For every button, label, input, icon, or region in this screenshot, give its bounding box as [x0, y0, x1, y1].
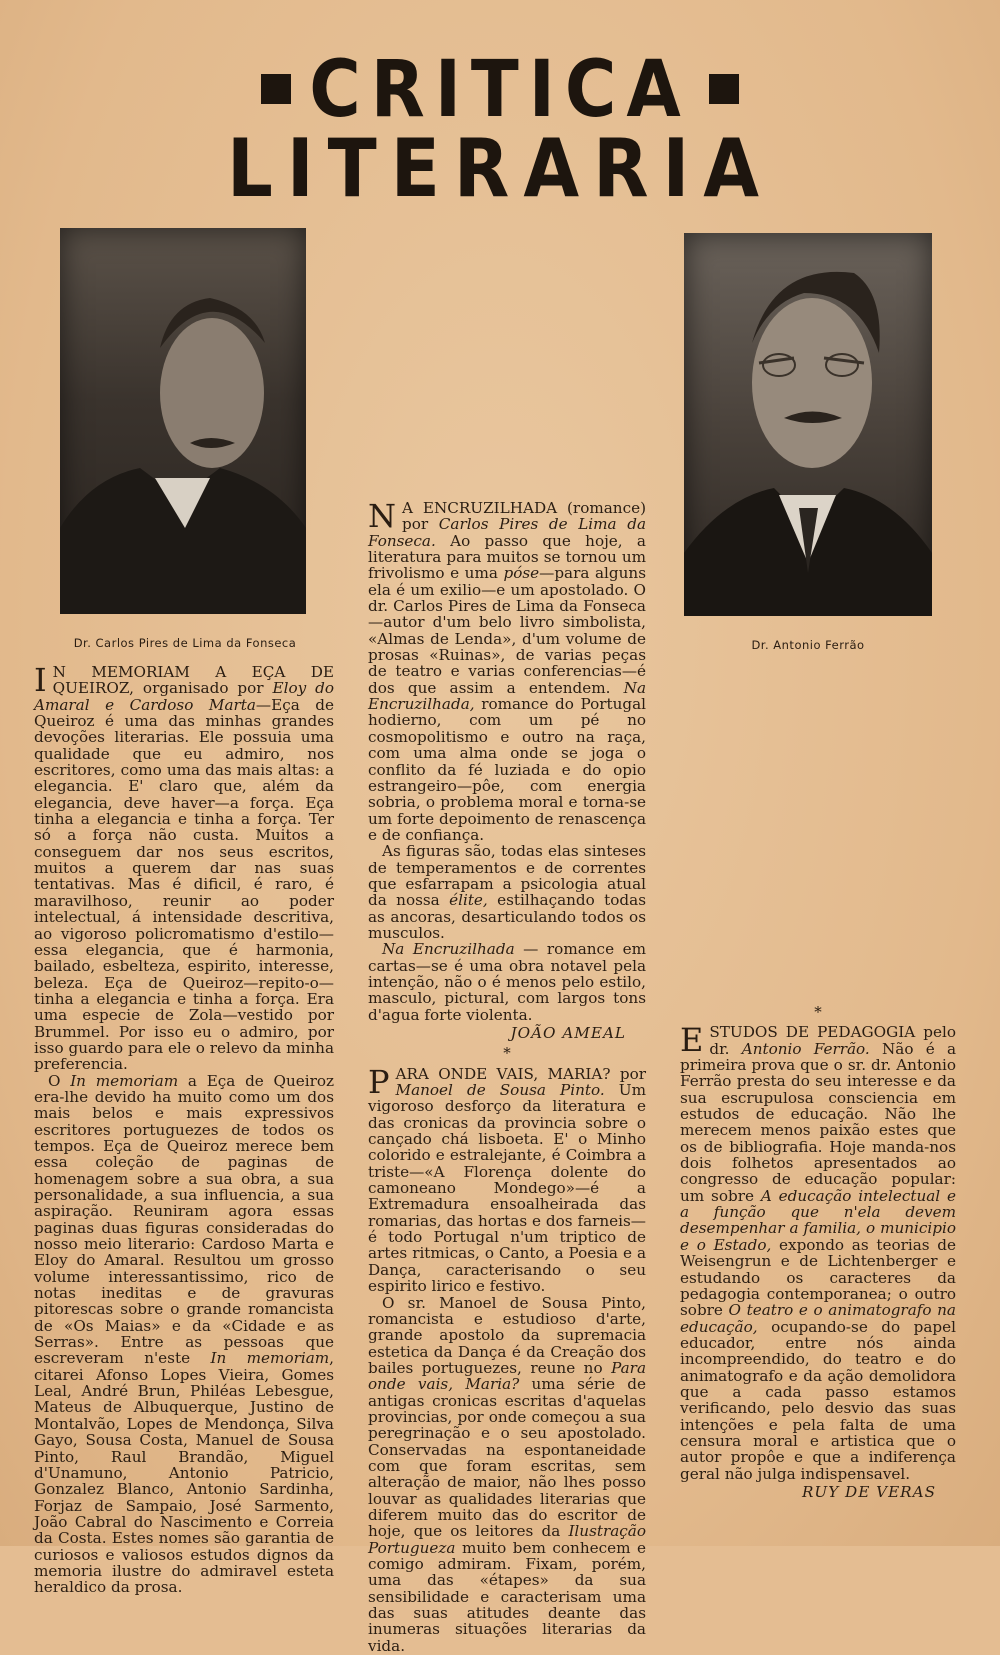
- article-heading: N MEMORIAM A EÇA DE QUEIROZ, organisado por: [52, 663, 334, 698]
- article-text: a Eça de Queiroz era-lhe devido ha muito como um dos mais belos e mais expressivos escritores portuguezes de todos os tempos. Eça de Queiroz merece bem essa coleção de paginas de homenagem sobre a sua obra, a sua personalidade, a sua influencia, a sua aspiração. Reuniram agora essas paginas duas figuras consideradas do nosso meio literario: Cardoso Marta e Eloy do Amaral. Resultou um grosso volume interessantissimo, rico de notas ineditas e de gravuras pitorescas sobre o grande romancista de «Os Maias» e da «Cidade e as Serras». Entre as pessoas que escreveram n'este: [34, 1071, 334, 1368]
- article-4-paragraph-1: [680, 1021, 957, 1483]
- article-text: —Eça de Queiroz é uma das minhas grandes devoções literarias. Ele possuia uma qualidade que eu admiro, nos escritores, como uma das mais altas: a elegancia. E' claro que, além da elegancia, deve haver—a força. Eça tinha a elegancia e tinha a força. Ter só a força não custa. Muitos a conseguem dar nos seus escritos, muitos a querem dar nas suas tentativas. Mas é dificil, é raro, é maravilhoso, reunir ao poder intelectual, á intensidade descritiva, ao vigoroso policromatismo d'estilo—essa elegancia, que é harmonia, bailado, esbelteza, espirito, interesse, beleza. Eça de Queiroz—repito-o—tinha a elegancia e tinha a força. Era uma especie de Zola—vestido por Brummel. Por isso eu o admiro, por isso guardo para ele o relevo da minha preferencia.: [34, 695, 334, 1074]
- portrait-silhouette-icon: [60, 228, 306, 614]
- article-text: O sr. Manoel de Sousa Pinto, romancista e estudioso d'arte, grande apostolo da supremacia estetica da Dança é da Creação dos bailes portuguezes, reune no: [368, 1293, 646, 1377]
- article-text: Não é a primeira prova que o sr. dr. Antonio Ferrão presta do seu interesse e da sua escrupulosa consciencia em estudos de educação. Não lhe merecem menos paixão estes que os de bibliografia. Hoje manda-nos dois folhetos apresentados ao congresso de educação popular: um sobre: [680, 1039, 957, 1205]
- signature: JOÃO AMEAL: [510, 1024, 626, 1042]
- book-title: O teatro e o animatografo na educação,: [680, 1301, 956, 1336]
- article-text: — romance em cartas—se é uma obra notavel pela intenção, não o é menos pelo estilo, masculo, pictural, com largos tons d'agua forte violenta.: [368, 940, 646, 1024]
- column-right: [680, 1000, 956, 1500]
- dropcap: N: [368, 497, 396, 535]
- article-text: élite,: [449, 891, 488, 910]
- article-text: estilhaçando todas as ancoras, desarticulando todos os musculos.: [368, 891, 646, 942]
- article-text: O: [48, 1071, 71, 1090]
- caption-right: Dr. Antonio Ferrão: [751, 638, 865, 652]
- book-title: Na Encruzilhada,: [368, 678, 646, 714]
- portrait-silhouette-icon: [684, 233, 932, 616]
- article-author: Antonio Ferrão.: [741, 1039, 870, 1058]
- square-ornament-icon: [261, 74, 291, 104]
- magazine-title: Ilustração Portugueza: [368, 1522, 646, 1557]
- book-title: A educação intelectual e a função que n'ela devem desempenhar a familia, o municipio e o Estado,: [680, 1186, 957, 1254]
- caption-left: Dr. Carlos Pires de Lima da Fonseca: [73, 636, 297, 650]
- article-text: expondo as teorias de Weisengrun e de Lichtenberger e estudando os caracteres da pedagogia contemporanea; o outro sobre: [680, 1235, 956, 1320]
- article-2-paragraph-3: [368, 941, 646, 1023]
- signature: RUY DE VERAS: [801, 1482, 936, 1501]
- portrait-photo-left: [60, 228, 306, 614]
- dropcap: E: [680, 1021, 704, 1060]
- book-title: In memoriam: [210, 1349, 330, 1368]
- article-2-paragraph-1: [368, 497, 646, 844]
- article-authors: Eloy do Amaral e Cardoso Marta: [34, 679, 334, 714]
- article-text: uma série de antigas cronicas escritas d'aquelas provincias, por onde começou a sua peregrinação e o seu apostolado. Conservadas na espontaneidade com que foram escritas, sem alteração de maior, não lhes posso louvar as qualidades literarias que diferem muito das do escritor de hoje, que os leitores da: [368, 1375, 646, 1541]
- masthead-line-1: [0, 45, 1000, 135]
- article-text: , citarei Afonso Lopes Vieira, Gomes Leal, André Brun, Philéas Lebesgue, Mateus de Albuquerque, Justino de Montalvão, Lopes de Mendonça, Silva Gayo, Sousa Costa, Manuel de Sousa Pinto, Raul Brandão, Miguel d'Unamuno, Antonio Patricio, Gonzalez Blanco, Antonio Sardinha, Forjaz de Sampaio, José Sarmento, João Cabral do Nascimento e Correia da Costa. Estes nomes são garantia de curiosos e valiosos estudos dignos da memoria ilustre do admiravel esteta heraldico da prosa.: [34, 1349, 334, 1597]
- separator-star-icon: *: [814, 1003, 822, 1021]
- column-left: [34, 661, 334, 1597]
- separator-star-icon: *: [503, 1044, 511, 1063]
- dropcap: I: [34, 661, 47, 699]
- article-heading: ARA ONDE VAIS, MARIA? por: [395, 1064, 646, 1083]
- article-author: Carlos Pires de Lima da Fonseca.: [368, 515, 646, 550]
- book-title: Para onde vais, Maria?: [368, 1358, 646, 1394]
- article-author: Manoel de Sousa Pinto.: [395, 1081, 605, 1100]
- square-ornament-icon: [709, 74, 739, 104]
- portrait-photo-right: [684, 233, 932, 616]
- article-text: póse: [503, 564, 540, 583]
- article-2-paragraph-2: [368, 843, 646, 941]
- article-3-paragraph-2: [368, 1295, 646, 1655]
- article-1-paragraph-1: [34, 661, 334, 1074]
- article-text: As figuras são, todas elas sinteses de temperamentos e de correntes que esfarrapam a psicologia atual da nossa: [368, 842, 646, 910]
- article-text: romance do Portugal hodierno, com um pé no cosmopolitismo e outro na raça, com uma alma onde se joga o conflito da fé luziada e do opio estrangeiro—pôe, com energia sobria, o problema moral e torna-se um forte depoimento de renascença e de confiança.: [368, 695, 646, 844]
- article-text: ocupando-se do papel educador, entre nós ainda incompreendido, do teatro e do animatografo e da ação demolidora que a cada passo estamos verificando, pelo desvio das suas intenções e pela falta de uma censura moral e artistica que o autor propôe e que a indiferença geral não julga indispensavel.: [680, 1317, 956, 1483]
- article-text: —para alguns ela é um exilio—e um apostolado. O dr. Carlos Pires de Lima da Fonseca—autor d'um belo livro simbolista, «Almas de Lenda», d'um volume de prosas «Ruinas», de varias peças de teatro e varias conferencias—é dos que assim a entendem.: [368, 564, 646, 697]
- article-heading: STUDOS DE PEDAGOGIA pelo dr.: [709, 1023, 956, 1058]
- column-middle: [368, 497, 647, 1655]
- article-heading: A ENCRUZILHADA (romance) por: [402, 499, 646, 534]
- book-title: Na Encruzilhada: [382, 940, 515, 959]
- masthead-word-critica: CRITICA: [309, 45, 691, 135]
- dropcap: P: [368, 1062, 390, 1101]
- article-3-paragraph-1: [368, 1062, 647, 1296]
- book-title: In memoriam: [70, 1071, 179, 1090]
- article-1-paragraph-2: [34, 1073, 334, 1596]
- masthead-line-2: LITERARIA: [227, 122, 773, 215]
- article-text: muito bem conhecem e comigo admiram. Fixam, porém, uma das «étapes» da sua sensibilidade e caracterisam uma das suas atitudes deante das inumeras situações literarias da vida.: [368, 1538, 646, 1655]
- article-text: Ao passo que hoje, a literatura para muitos se tornou um frivolismo e uma: [368, 531, 646, 583]
- article-text: Um vigoroso desforço da literatura e das cronicas da provincia sobre o cançado chá lisboeta. E' o Minho colorido e estralejante, é Coimbra a triste—«A Florença dolente do camoneano Mondego»—é a Extremadura ensoalheirada das romarias, das hortas e dos farneis—é todo Portugal n'um triptico de artes ritmicas, o Canto, a Poesia e a Dança, caracterisando o seu espirito lirico e festivo.: [368, 1081, 647, 1296]
- masthead: [0, 40, 1000, 215]
